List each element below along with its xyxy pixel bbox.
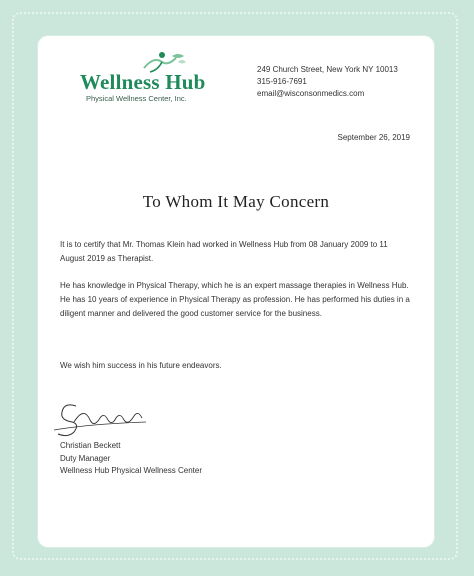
- paragraph-wishes: We wish him success in his future endeavors.: [60, 361, 222, 370]
- brand-name: Wellness Hub: [80, 70, 206, 94]
- letter-date: September 26, 2019: [337, 133, 410, 142]
- signature-block: [60, 440, 202, 478]
- company-logo: [80, 50, 240, 120]
- paragraph-certify: It is to certify that Mr. Thomas Klein had worked in Wellness Hub from 08 January 2009 to 11 August 2019 as Therapist.: [60, 240, 388, 263]
- letter-page: [38, 36, 434, 547]
- paragraph-experience: He has knowledge in Physical Therapy, which he is an expert massage therapies in Wellness Hub. He has 10 years of experience in Physical Therapy as profession. He has performed his duties in a diligent manner and delivered the good customer service for the business.: [60, 281, 410, 318]
- brand-subtitle: Physical Wellness Center, Inc.: [86, 94, 187, 103]
- contact-phone: 315-916-7691: [257, 77, 307, 86]
- signer-name: Christian Beckett: [60, 441, 121, 450]
- signer-company: Wellness Hub Physical Wellness Center: [60, 466, 202, 475]
- signer-title: Duty Manager: [60, 453, 111, 463]
- letter-heading: To Whom It May Concern: [142, 192, 330, 211]
- contact-address: 249 Church Street, New York NY 10013: [257, 65, 398, 74]
- contact-block: [257, 64, 398, 100]
- contact-email: email@wisconsonmedics.com: [257, 89, 365, 98]
- handwritten-signature: [50, 398, 160, 442]
